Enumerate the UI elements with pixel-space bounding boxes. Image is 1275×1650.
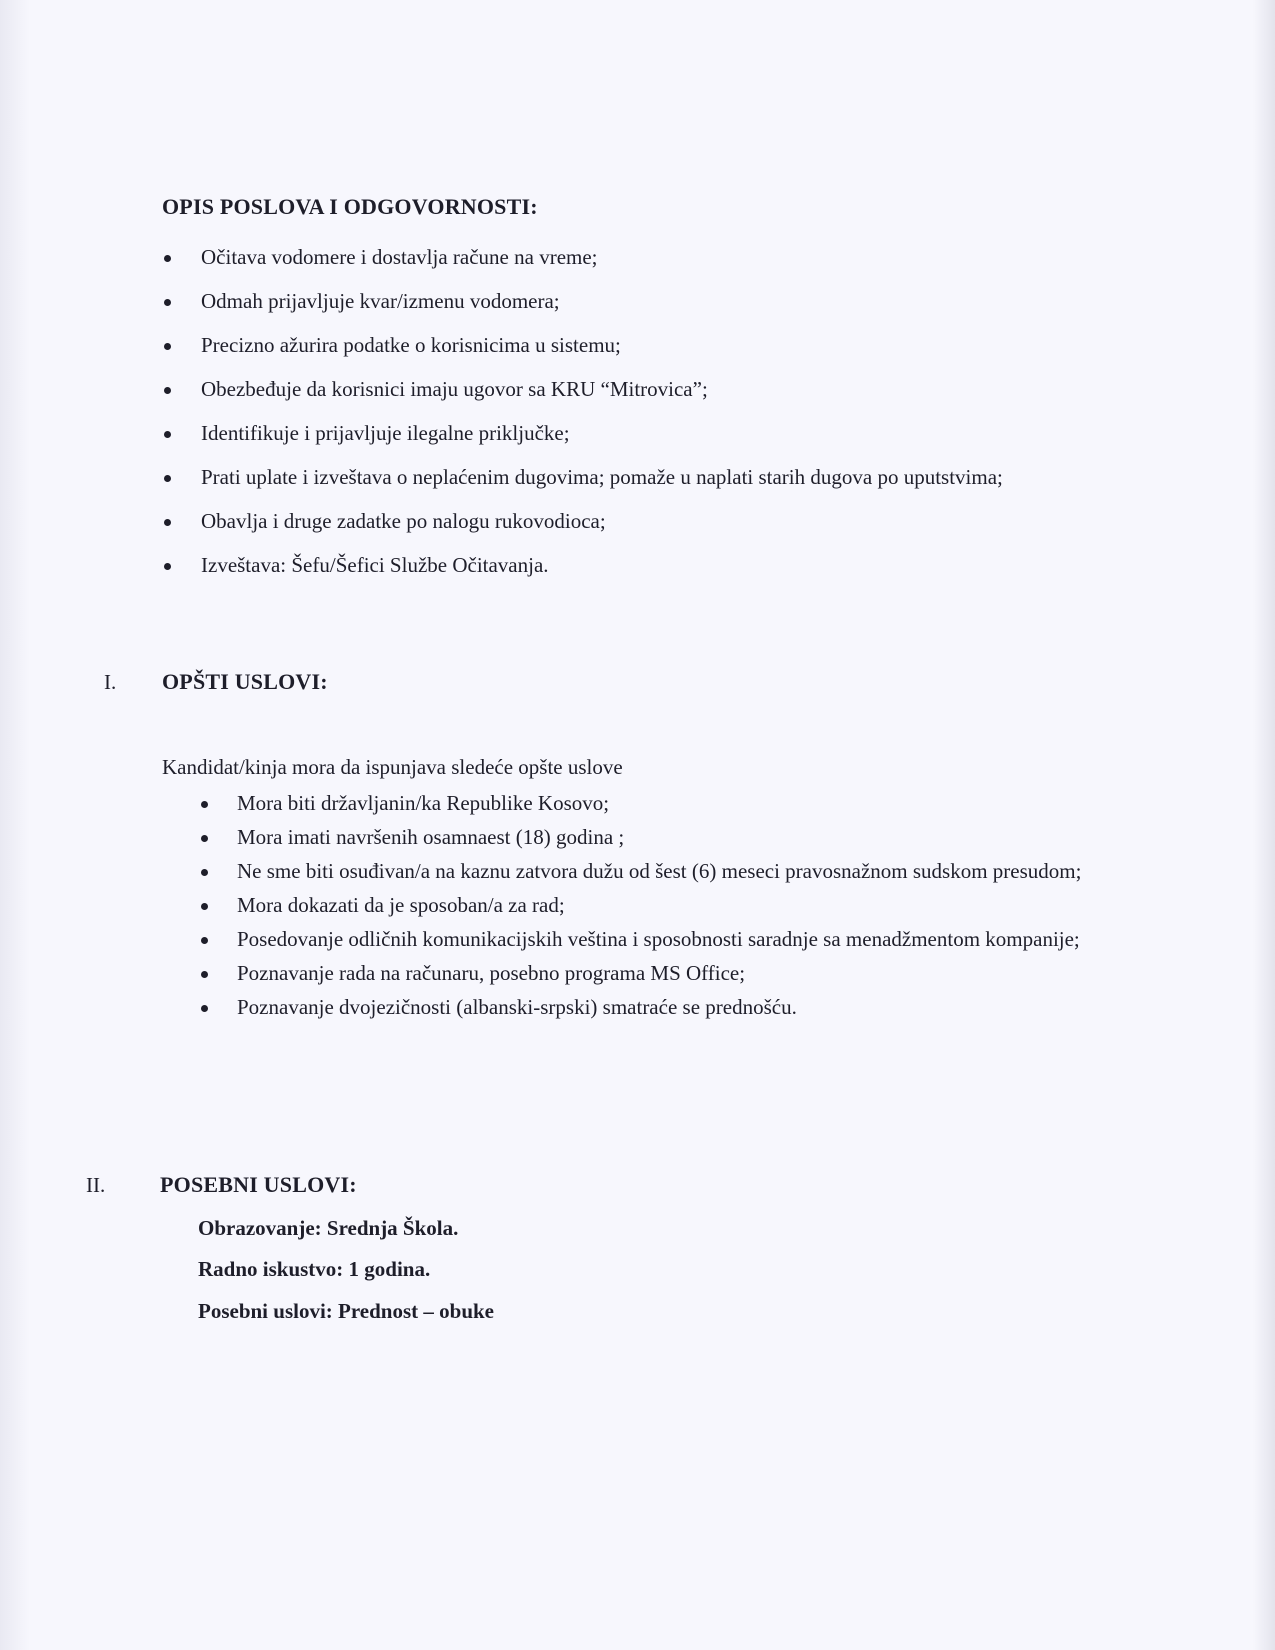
- general-list: [196, 788, 1146, 1026]
- list-item: Poznavanje dvojezičnosti (albanski-srpski) smatraće se prednošću.: [196, 992, 1146, 1022]
- special-heading: POSEBNI USLOVI:: [160, 1172, 357, 1197]
- duties-heading: OPIS POSLOVA I ODGOVORNOSTI:: [162, 194, 538, 219]
- bullet-icon: [164, 563, 171, 570]
- list-item: Mora dokazati da je sposoban/a za rad;: [196, 890, 1146, 920]
- bullet-icon: [201, 903, 208, 910]
- bullet-icon: [164, 255, 171, 262]
- scan-edge-right: [1253, 0, 1275, 1650]
- list-item: Ne sme biti osuđivan/a na kaznu zatvora dužu od šest (6) meseci pravosnažnom sudskom presudom;: [196, 856, 1146, 886]
- list-item: Precizno ažurira podatke o korisnicima u sistemu;: [160, 324, 1140, 366]
- list-item: Odmah prijavljuje kvar/izmenu vodomera;: [160, 280, 1140, 322]
- bullet-icon: [201, 971, 208, 978]
- bullet-icon: [201, 801, 208, 808]
- education-requirement: Obrazovanje: Srednja Škola.: [198, 1216, 459, 1240]
- list-item: Prati uplate i izveštava o neplaćenim dugovima; pomaže u naplati starih dugova po uputstvima;: [160, 456, 1140, 498]
- experience-requirement: Radno iskustvo: 1 godina.: [198, 1257, 431, 1281]
- list-item: Obezbeđuje da korisnici imaju ugovor sa KRU “Mitrovica”;: [160, 368, 1140, 410]
- bullet-icon: [201, 869, 208, 876]
- bullet-icon: [201, 1005, 208, 1012]
- special-section-number: II.: [86, 1173, 106, 1197]
- bullet-icon: [164, 475, 171, 482]
- bullet-icon: [164, 343, 171, 350]
- bullet-icon: [201, 937, 208, 944]
- general-intro: Kandidat/kinja mora da ispunjava sledeće opšte uslove: [162, 755, 623, 779]
- list-item: Izveštava: Šefu/Šefici Službe Očitavanja.: [160, 544, 1140, 586]
- list-item: Poznavanje rada na računaru, posebno programa MS Office;: [196, 958, 1146, 988]
- list-item: Mora imati navršenih osamnaest (18) godina ;: [196, 822, 1146, 852]
- list-item: Mora biti državljanin/ka Republike Kosovo;: [196, 788, 1146, 818]
- list-item: Posedovanje odličnih komunikacijskih veština i sposobnosti saradnje sa menadžmentom kompanije;: [196, 924, 1146, 954]
- list-item: Identifikuje i prijavljuje ilegalne priključke;: [160, 412, 1140, 454]
- list-item: Obavlja i druge zadatke po nalogu rukovodioca;: [160, 500, 1140, 542]
- bullet-icon: [164, 431, 171, 438]
- list-item: Očitava vodomere i dostavlja račune na vreme;: [160, 236, 1140, 278]
- bullet-icon: [164, 299, 171, 306]
- bullet-icon: [164, 387, 171, 394]
- bullet-icon: [201, 835, 208, 842]
- duties-list: [160, 236, 1140, 588]
- general-heading: OPŠTI USLOVI:: [162, 669, 328, 694]
- scan-edge-left: [0, 0, 30, 1650]
- general-section-number: I.: [104, 670, 117, 694]
- bullet-icon: [164, 519, 171, 526]
- other-requirement: Posebni uslovi: Prednost – obuke: [198, 1299, 494, 1323]
